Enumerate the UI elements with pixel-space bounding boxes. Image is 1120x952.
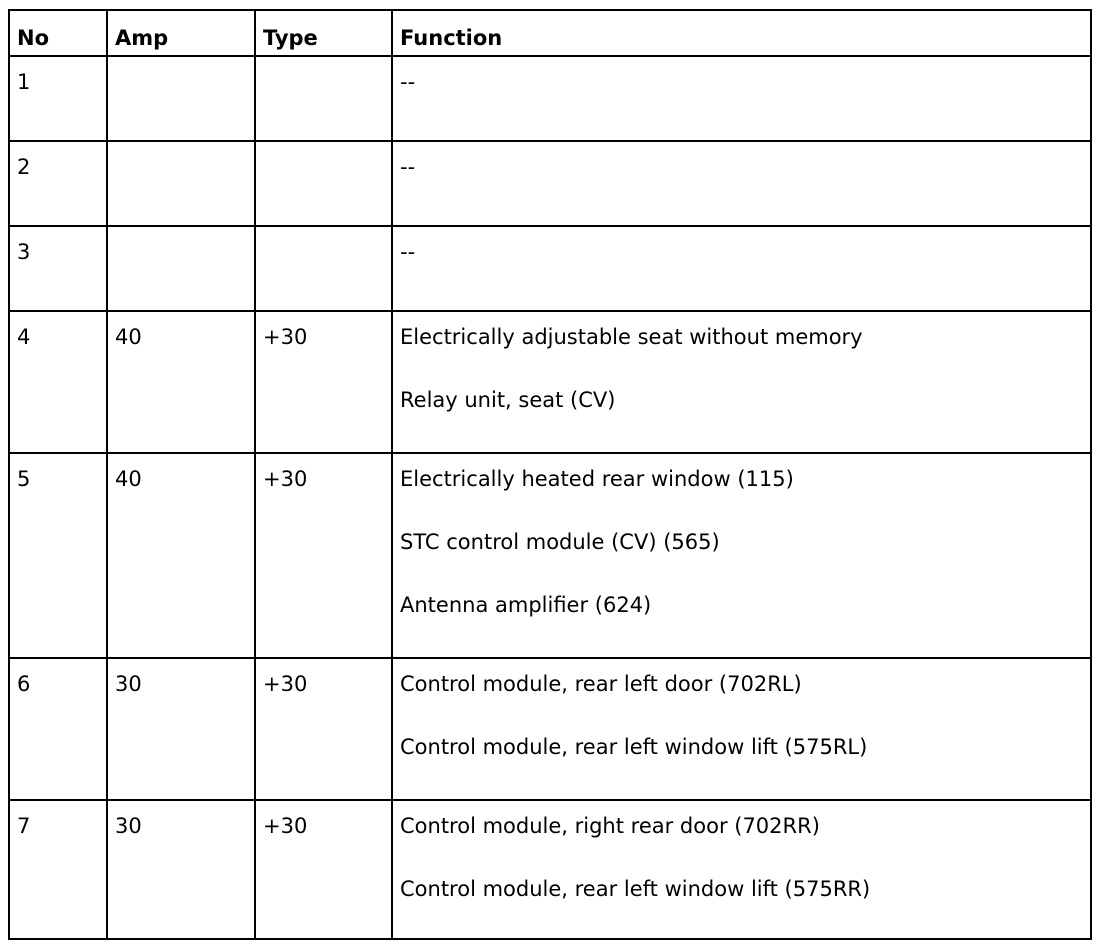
cell-amp: 40	[107, 453, 255, 658]
cell-no: 6	[9, 658, 107, 800]
cell-type: +30	[255, 800, 392, 939]
cell-type: +30	[255, 658, 392, 800]
cell-type	[255, 226, 392, 311]
function-line: Control module, rear left door (702RL)	[400, 672, 802, 696]
header-function: Function	[392, 10, 1091, 56]
cell-amp: 30	[107, 658, 255, 800]
cell-function	[392, 226, 1091, 311]
table-row	[9, 311, 1091, 453]
function-line: Relay unit, seat (CV)	[400, 388, 616, 412]
cell-no: 7	[9, 800, 107, 939]
function-line: Control module, right rear door (702RR)	[400, 814, 820, 838]
cell-function	[392, 141, 1091, 226]
function-line: Control module, rear left window lift (575RL)	[400, 735, 868, 759]
cell-type: +30	[255, 453, 392, 658]
header-amp: Amp	[107, 10, 255, 56]
cell-function	[392, 800, 1091, 939]
cell-amp: 40	[107, 311, 255, 453]
cell-type	[255, 141, 392, 226]
function-line: --	[400, 155, 416, 179]
table-row	[9, 453, 1091, 658]
cell-type: +30	[255, 311, 392, 453]
table-row	[9, 141, 1091, 226]
fuse-table	[8, 9, 1092, 940]
cell-function	[392, 311, 1091, 453]
function-line: --	[400, 70, 416, 94]
header-no: No	[9, 10, 107, 56]
function-line: Electrically adjustable seat without memory	[400, 325, 863, 349]
function-line: Antenna amplifier (624)	[400, 593, 652, 617]
table-row	[9, 800, 1091, 939]
cell-no: 2	[9, 141, 107, 226]
cell-amp	[107, 141, 255, 226]
table-row	[9, 658, 1091, 800]
cell-amp	[107, 226, 255, 311]
function-line: Control module, rear left window lift (575RR)	[400, 877, 871, 901]
table-row	[9, 56, 1091, 141]
cell-function	[392, 56, 1091, 141]
cell-amp	[107, 56, 255, 141]
cell-type	[255, 56, 392, 141]
cell-function	[392, 658, 1091, 800]
table-header-row	[9, 10, 1091, 56]
cell-no: 5	[9, 453, 107, 658]
cell-no: 3	[9, 226, 107, 311]
function-line: STC control module (CV) (565)	[400, 530, 720, 554]
header-type: Type	[255, 10, 392, 56]
cell-no: 1	[9, 56, 107, 141]
function-line: Electrically heated rear window (115)	[400, 467, 794, 491]
table-row	[9, 226, 1091, 311]
cell-no: 4	[9, 311, 107, 453]
cell-amp: 30	[107, 800, 255, 939]
function-line: --	[400, 240, 416, 264]
cell-function	[392, 453, 1091, 658]
